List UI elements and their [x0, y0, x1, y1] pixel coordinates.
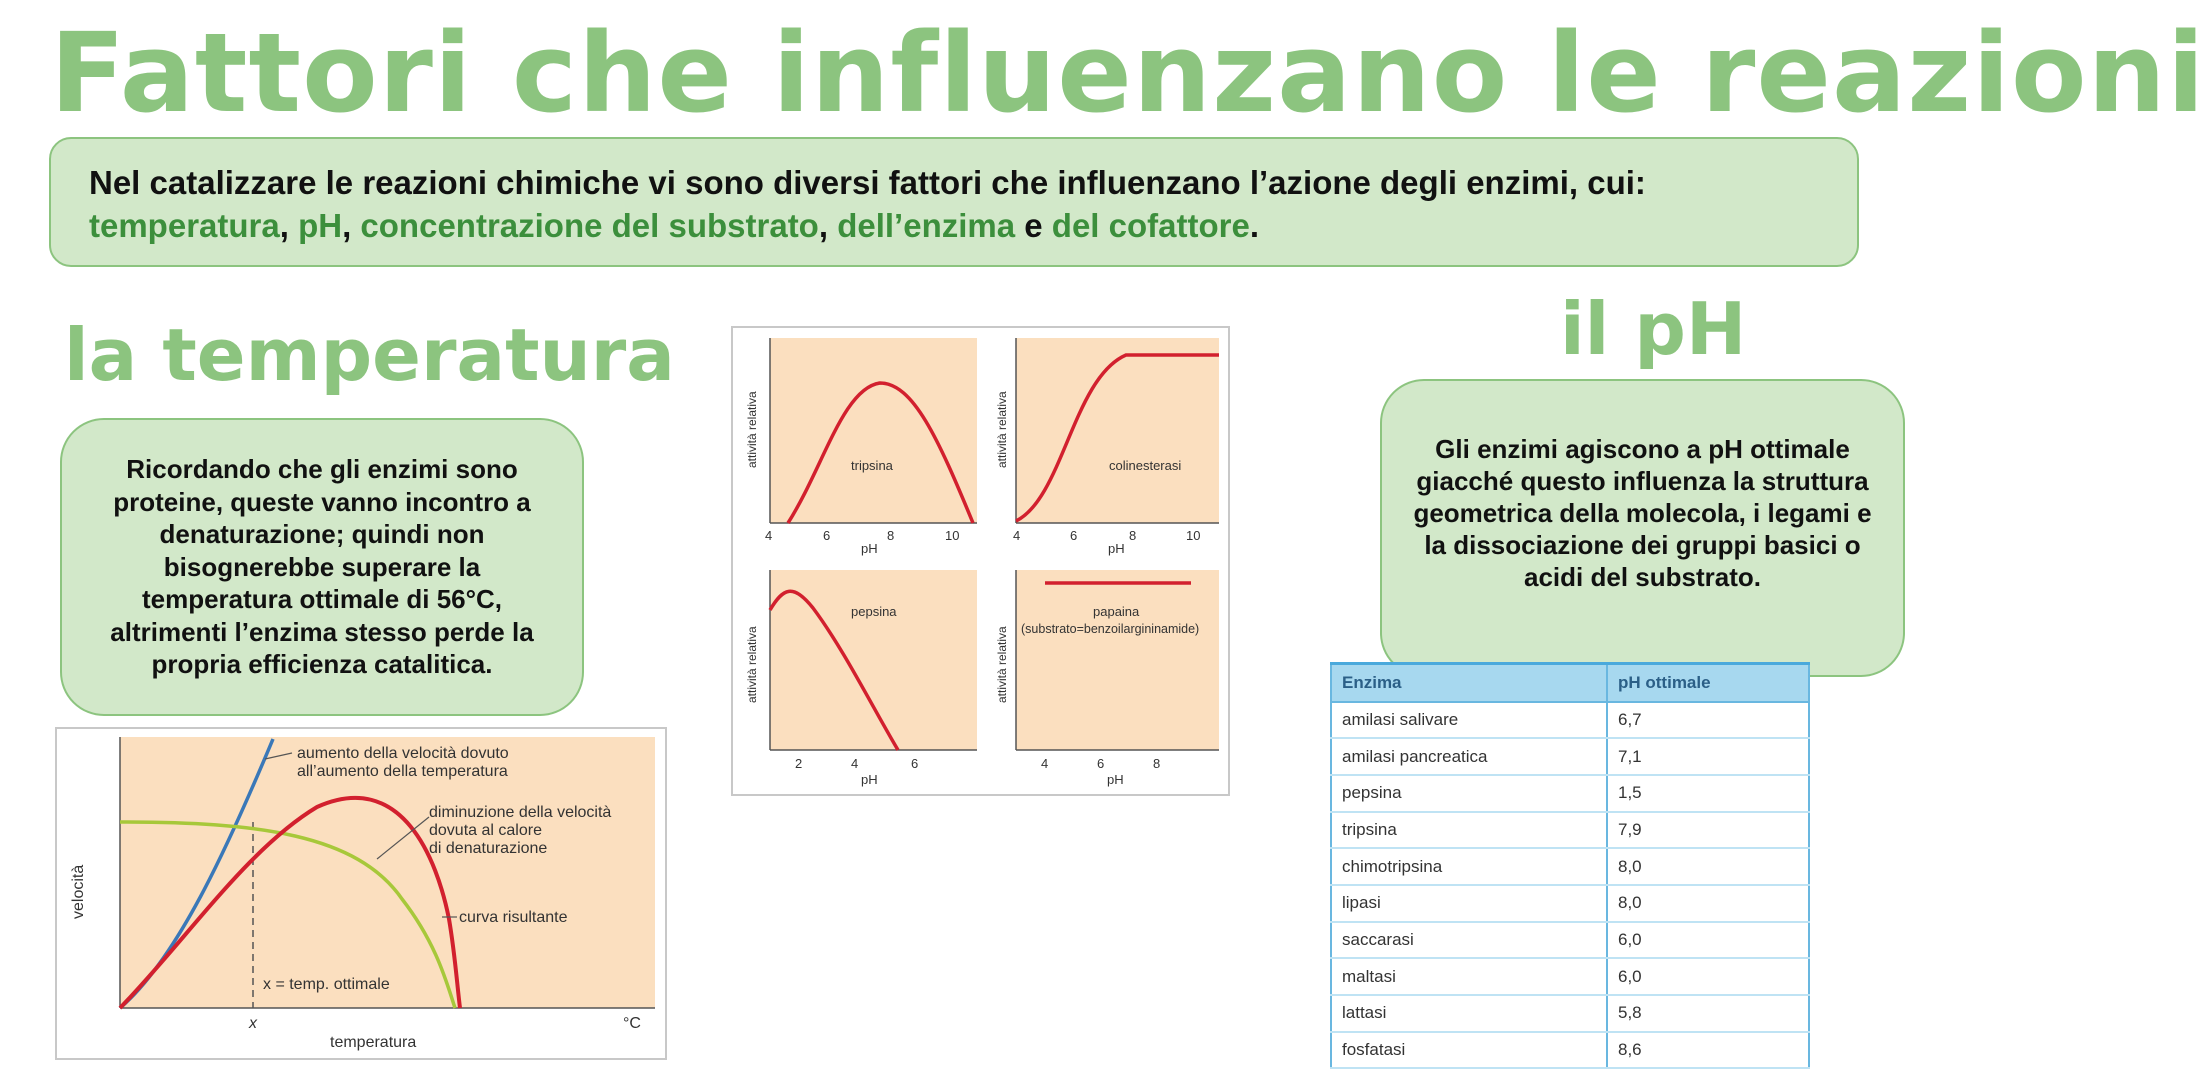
enzyme-name: fosfatasi — [1331, 1032, 1607, 1069]
x-axis-label: pH — [1108, 541, 1125, 556]
graph-background — [1016, 570, 1219, 750]
header-enzyme: Enzima — [1331, 664, 1607, 702]
table-row — [1331, 738, 1809, 775]
x-axis-label: pH — [861, 541, 878, 556]
x-axis-label: temperatura — [330, 1034, 417, 1051]
tripsina-graph — [745, 338, 977, 556]
enzyme-name: tripsina — [1331, 812, 1607, 849]
tick-label: 4 — [851, 756, 859, 771]
intro-box — [49, 137, 1859, 267]
table-row — [1331, 885, 1809, 922]
papaina-label: papaina — [1093, 604, 1140, 619]
tick-label: 4 — [1041, 756, 1049, 771]
enzyme-ph: 6,7 — [1607, 702, 1809, 739]
unit-label: °C — [623, 1015, 641, 1032]
temperature-text-box — [60, 418, 584, 716]
table-row — [1331, 958, 1809, 995]
factor-temperature: temperatura — [89, 207, 280, 244]
factor-enzyme: dell’enzima — [837, 207, 1016, 244]
enzyme-ph: 1,5 — [1607, 775, 1809, 812]
ph-text-box — [1380, 379, 1905, 677]
intro-separator: , — [279, 207, 299, 244]
temperature-text: Ricordando che gli enzimi sono proteine, queste vanno incontro a denaturazione; quindi non bisognerebbe superare la temperatura ottimale di 56°C, altrimenti l’enzima stesso perde la propria efficienza catalitica. — [110, 454, 534, 680]
x-tick: x — [249, 1015, 257, 1032]
intro-separator: , — [818, 207, 838, 244]
temperature-graph-svg — [57, 729, 665, 1058]
table-row — [1331, 812, 1809, 849]
factor-cofactor: del cofattore — [1051, 207, 1250, 244]
ph-heading: il pH — [1560, 287, 1747, 371]
ph-text: Gli enzimi agiscono a pH ottimale giacché questo influenza la struttura geometrica della molecola, i legami e la dissociazione dei gruppi basici o acidi del substrato. — [1413, 434, 1872, 592]
intro-separator: , — [342, 207, 361, 244]
label-decrease-3: di denaturazione — [429, 840, 548, 857]
enzyme-ph: 7,9 — [1607, 812, 1809, 849]
enzyme-ph: 6,0 — [1607, 922, 1809, 959]
label-optimum: x = temp. ottimale — [263, 976, 390, 993]
enzyme-name: saccarasi — [1331, 922, 1607, 959]
tick-label: 2 — [795, 756, 803, 771]
intro-end: . — [1249, 207, 1260, 244]
enzyme-name: lipasi — [1331, 885, 1607, 922]
tick-label: 8 — [887, 528, 895, 543]
table-row — [1331, 775, 1809, 812]
temperature-graph — [55, 727, 667, 1060]
page-title: Fattori che influenzano le reazioni — [50, 9, 2206, 137]
y-axis-label: attività relativa — [745, 626, 759, 703]
pepsina-graph — [745, 570, 977, 787]
intro-separator: e — [1015, 207, 1052, 244]
tick-label: 4 — [1013, 528, 1021, 543]
papaina-substrate-label: (substrato=benzoilargininamide) — [1021, 622, 1200, 636]
enzyme-name: lattasi — [1331, 995, 1607, 1032]
label-increase-1: aumento della velocità dovuto — [297, 745, 509, 762]
table-row — [1331, 702, 1809, 739]
tick-label: 4 — [765, 528, 773, 543]
enzyme-ph: 5,8 — [1607, 995, 1809, 1032]
ph-optimum-table — [1330, 662, 1810, 1069]
enzyme-name: maltasi — [1331, 958, 1607, 995]
tick-label: 8 — [1153, 756, 1161, 771]
enzyme-ph: 8,0 — [1607, 885, 1809, 922]
tick-label: 8 — [1129, 528, 1137, 543]
label-decrease-1: diminuzione della velocità — [429, 804, 612, 821]
factor-substrate: concentrazione del substrato — [360, 207, 819, 244]
tick-label: 10 — [945, 528, 960, 543]
tick-label: 10 — [1186, 528, 1201, 543]
ph-graphs — [731, 326, 1230, 796]
x-axis-label: pH — [861, 772, 878, 787]
table-row — [1331, 1032, 1809, 1069]
enzyme-name: pepsina — [1331, 775, 1607, 812]
enzyme-ph: 8,0 — [1607, 848, 1809, 885]
enzyme-name: amilasi pancreatica — [1331, 738, 1607, 775]
tripsina-label: tripsina — [851, 458, 893, 473]
table-row — [1331, 922, 1809, 959]
enzyme-name: amilasi salivare — [1331, 702, 1607, 739]
header-ph: pH ottimale — [1607, 664, 1809, 702]
table-row — [1331, 848, 1809, 885]
tick-label: 6 — [823, 528, 831, 543]
label-increase-2: all’aumento della temperatura — [297, 763, 508, 780]
colinesterasi-graph — [995, 338, 1219, 556]
colinesterasi-label: colinesterasi — [1109, 458, 1182, 473]
x-axis-label: pH — [1107, 772, 1124, 787]
label-decrease-2: dovuta al calore — [429, 822, 542, 839]
y-axis-label: attività relativa — [745, 391, 759, 468]
ph-graphs-svg — [733, 328, 1228, 794]
enzyme-ph: 7,1 — [1607, 738, 1809, 775]
graph-background — [770, 338, 977, 523]
factor-ph: pH — [298, 207, 343, 244]
enzyme-ph: 8,6 — [1607, 1032, 1809, 1069]
pepsina-label: pepsina — [851, 604, 897, 619]
tick-label: 6 — [911, 756, 919, 771]
enzyme-name: chimotripsina — [1331, 848, 1607, 885]
enzyme-ph: 6,0 — [1607, 958, 1809, 995]
table-header-row — [1331, 664, 1809, 702]
graph-background — [1016, 338, 1219, 523]
intro-text: Nel catalizzare le reazioni chimiche vi sono diversi fattori che influenzano l’azione degli enzimi, cui: — [89, 164, 1646, 201]
papaina-graph — [995, 570, 1219, 787]
y-axis-label: attività relativa — [995, 391, 1009, 468]
y-axis-label: velocità — [70, 864, 87, 919]
label-result: curva risultante — [459, 909, 568, 926]
tick-label: 6 — [1097, 756, 1105, 771]
y-axis-label: attività relativa — [995, 626, 1009, 703]
tick-label: 6 — [1070, 528, 1078, 543]
temperature-heading: la temperatura — [64, 313, 675, 397]
table-row — [1331, 995, 1809, 1032]
